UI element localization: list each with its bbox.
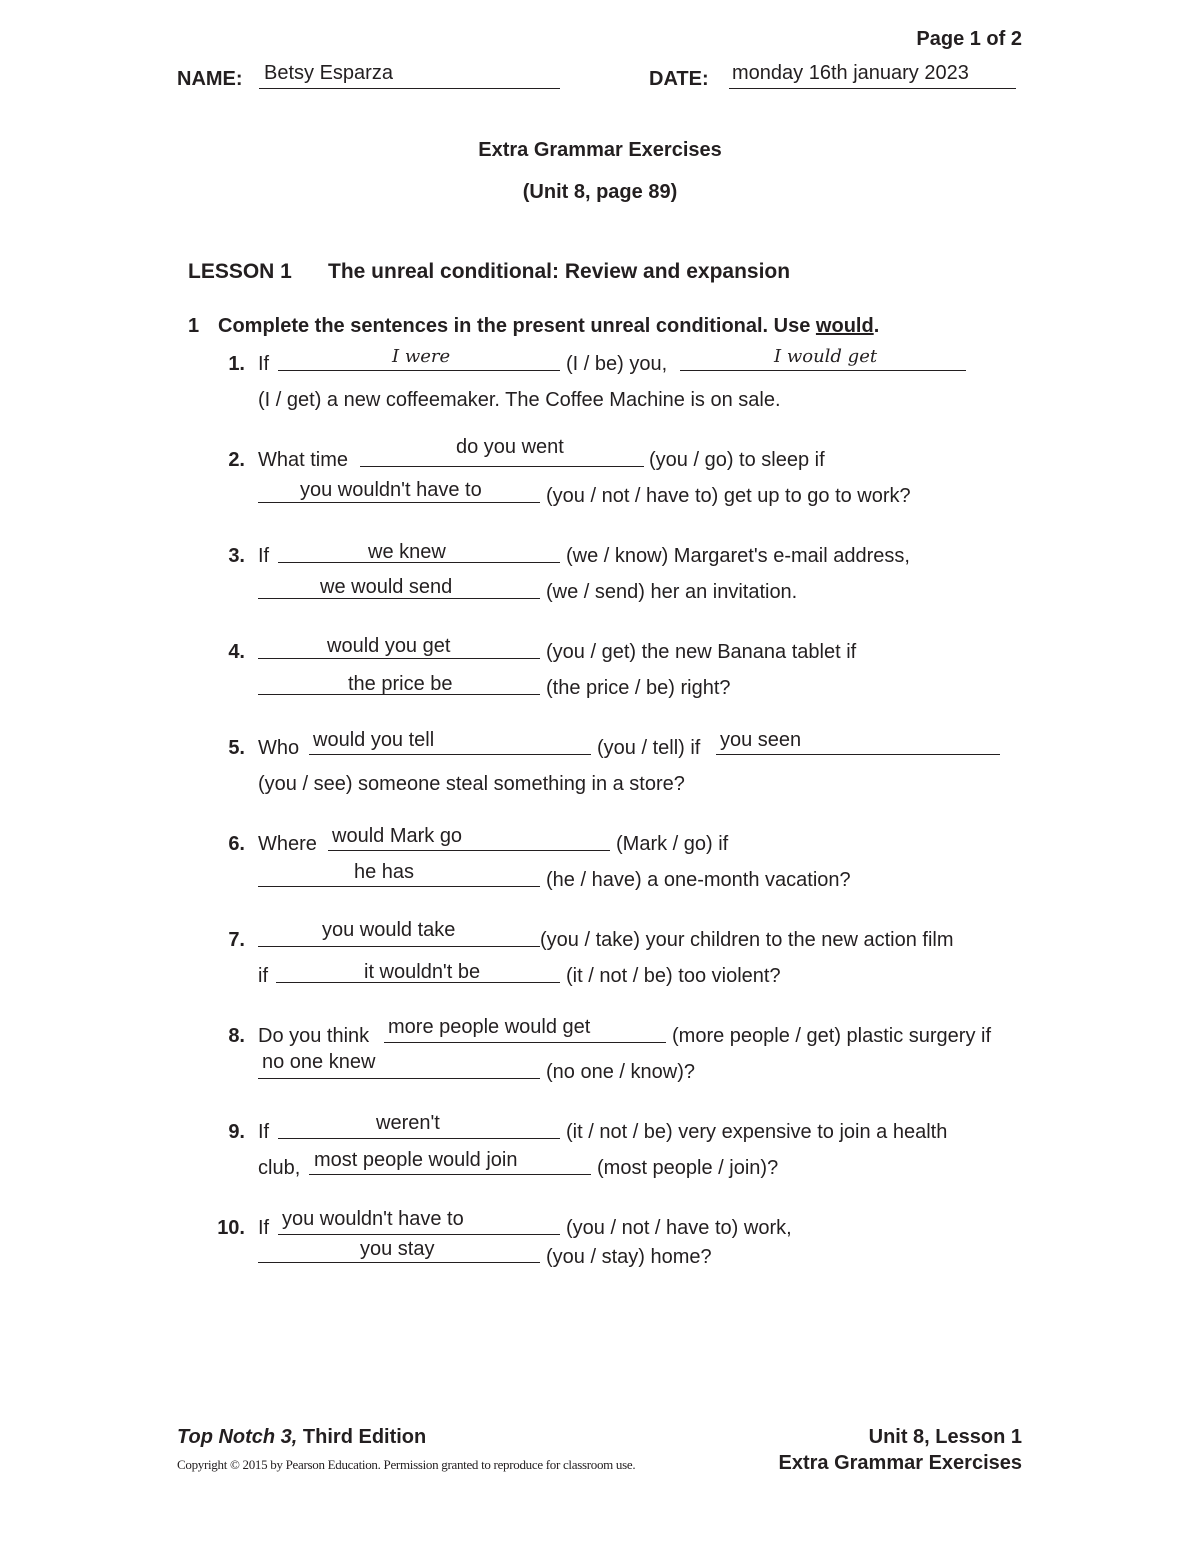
answer-field[interactable]: you wouldn't have to: [300, 479, 482, 501]
item-text: (the price / be) right?: [546, 677, 731, 699]
answer-field[interactable]: I would get: [774, 346, 878, 367]
item-text: (you / see) someone steal something in a store?: [258, 773, 685, 795]
answer-line: [258, 502, 540, 503]
book-edition: Third Edition: [297, 1426, 427, 1448]
instruction-text: Complete the sentences in the present unreal conditional. Use: [218, 315, 816, 337]
item-text: (I / get) a new coffeemaker. The Coffee Machine is on sale.: [258, 389, 781, 411]
answer-line: [309, 1174, 591, 1175]
item-text: (we / know) Margaret's e-mail address,: [566, 545, 910, 567]
item-text: (you / get) the new Banana tablet if: [546, 641, 857, 663]
item-number: 9.: [228, 1121, 245, 1143]
footer-section: Extra Grammar Exercises: [778, 1452, 1022, 1474]
answer-field[interactable]: do you went: [456, 436, 564, 458]
item-text: What time: [258, 449, 349, 471]
item-number: 10.: [217, 1217, 245, 1239]
answer-line: [278, 1234, 560, 1235]
answer-line: [278, 370, 560, 371]
answer-field[interactable]: more people would get: [388, 1016, 591, 1038]
answer-field[interactable]: we would send: [320, 576, 453, 598]
exercise-instruction: [218, 315, 879, 338]
item-text: (you / stay) home?: [546, 1246, 712, 1268]
answer-field[interactable]: it wouldn't be: [364, 961, 481, 983]
book-title: Top Notch 3,: [177, 1426, 298, 1448]
answer-line: [258, 1078, 540, 1079]
lesson-number: LESSON 1: [188, 260, 292, 283]
answer-line: [384, 1042, 666, 1043]
item-text: If: [258, 1121, 270, 1143]
item-text: (you / take) your children to the new action film: [540, 929, 954, 951]
item-number: 1.: [228, 353, 245, 375]
page-number: Page 1 of 2: [916, 28, 1022, 50]
answer-field[interactable]: would Mark go: [332, 825, 463, 847]
answer-line: [309, 754, 591, 755]
footer-book: [177, 1426, 426, 1449]
item-text: Do you think: [258, 1025, 370, 1047]
item-text: (most people / join)?: [597, 1157, 779, 1179]
answer-line: [360, 466, 644, 467]
item-text: (you / tell) if: [597, 737, 701, 759]
answer-field[interactable]: you would take: [322, 919, 456, 941]
answer-line: [680, 370, 966, 371]
item-number: 2.: [228, 449, 245, 471]
instruction-keyword: would: [815, 315, 874, 337]
answer-line: [278, 1138, 560, 1139]
item-text: (you / not / have to) get up to go to work?: [546, 485, 911, 507]
answer-field[interactable]: I were: [392, 346, 451, 367]
item-number: 4.: [228, 641, 245, 663]
item-text: club,: [258, 1157, 301, 1179]
answer-field[interactable]: weren't: [376, 1112, 440, 1134]
item-text: (more people / get) plastic surgery if: [672, 1025, 992, 1047]
answer-field[interactable]: you seen: [720, 729, 802, 751]
name-label: NAME:: [177, 68, 243, 90]
answer-field[interactable]: he has: [354, 861, 415, 883]
item-text: (no one / know)?: [546, 1061, 695, 1083]
footer-unit-lesson: Unit 8, Lesson 1: [868, 1426, 1022, 1448]
lesson-title: The unreal conditional: Review and expansion: [328, 260, 791, 283]
answer-line: [716, 754, 1000, 755]
answer-field[interactable]: no one knew: [262, 1051, 376, 1073]
item-text: If: [258, 1217, 270, 1239]
page-title: Extra Grammar Exercises: [478, 139, 722, 161]
item-number: 5.: [228, 737, 245, 759]
item-number: 7.: [228, 929, 245, 951]
item-text: (it / not / be) very expensive to join a health: [566, 1121, 948, 1143]
answer-field[interactable]: most people would join: [314, 1149, 518, 1171]
item-number: 8.: [228, 1025, 245, 1047]
answer-line: [328, 850, 610, 851]
answer-field[interactable]: you wouldn't have to: [282, 1208, 464, 1230]
date-field[interactable]: monday 16th january 2023: [732, 62, 969, 84]
answer-line: [258, 1262, 540, 1263]
item-text: (we / send) her an invitation.: [546, 581, 798, 603]
exercise-number: 1: [188, 315, 200, 337]
answer-line: [258, 658, 540, 659]
instruction-end: .: [873, 315, 880, 337]
date-label: DATE:: [649, 68, 709, 90]
date-field-line: [729, 88, 1016, 89]
item-text: (I / be) you,: [566, 353, 668, 375]
answer-line: [258, 886, 540, 887]
page-subtitle: (Unit 8, page 89): [522, 181, 678, 203]
item-text: (he / have) a one-month vacation?: [546, 869, 851, 891]
item-text: If: [258, 545, 270, 567]
copyright-notice: Copyright © 2015 by Pearson Education. Permission granted to reproduce for classroom use.: [177, 1457, 636, 1472]
item-text: Who: [258, 737, 300, 759]
item-text: (Mark / go) if: [616, 833, 729, 855]
answer-line: [258, 946, 540, 947]
name-field-line: [259, 88, 560, 89]
item-text: Where: [258, 833, 317, 855]
item-text: (you / not / have to) work,: [566, 1217, 792, 1239]
item-text: if: [258, 965, 268, 987]
item-number: 3.: [228, 545, 245, 567]
item-text: (you / go) to sleep if: [649, 449, 825, 471]
name-field[interactable]: Betsy Esparza: [264, 62, 393, 84]
answer-field[interactable]: would you tell: [313, 729, 435, 751]
answer-field[interactable]: the price be: [348, 673, 453, 695]
item-text: (it / not / be) too violent?: [566, 965, 781, 987]
item-number: 6.: [228, 833, 245, 855]
answer-field[interactable]: we knew: [368, 541, 446, 563]
answer-field[interactable]: would you get: [327, 635, 451, 657]
answer-field[interactable]: you stay: [360, 1238, 435, 1260]
item-text: If: [258, 353, 270, 375]
